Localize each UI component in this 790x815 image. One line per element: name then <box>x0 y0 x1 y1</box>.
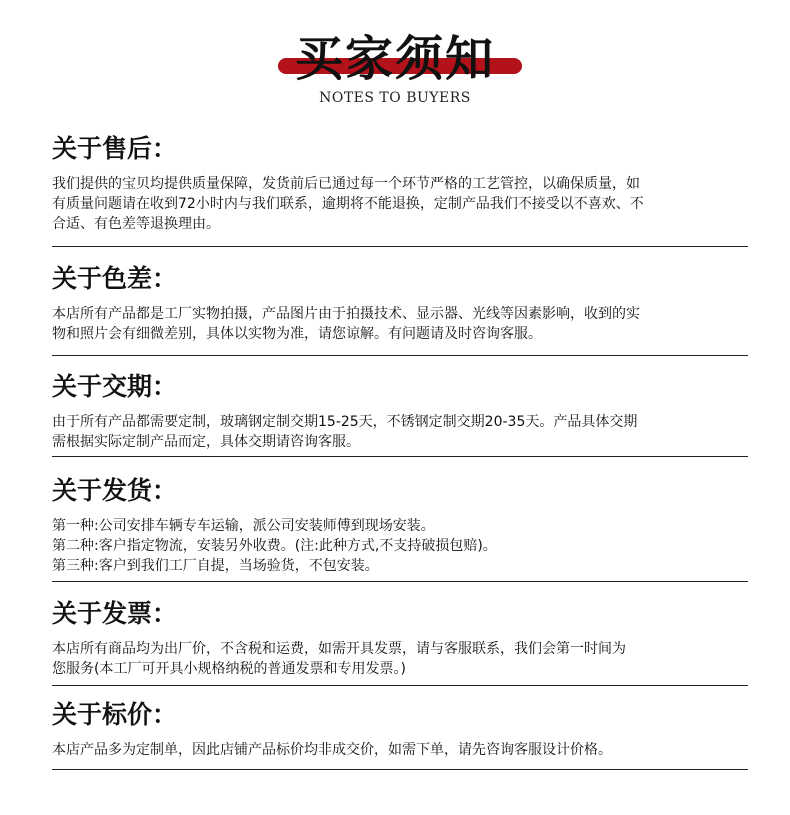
section-body <box>52 639 752 679</box>
body-line: 本店所有商品均为出厂价，不含税和运费，如需开具发票，请与客服联系，我们会第一时间为 <box>52 641 626 657</box>
section-divider <box>52 355 748 356</box>
section-invoice <box>52 597 752 679</box>
page-subtitle: NOTES TO BUYERS <box>319 90 471 106</box>
body-line: 我们提供的宝贝均提供质量保障，发货前后已通过每一个环节严格的工艺管控，以确保质量，如 <box>52 176 640 192</box>
section-body <box>52 740 752 760</box>
page-title: 买家须知 <box>294 31 495 87</box>
section-title: 关于发票： <box>52 599 178 628</box>
body-line: 物和照片会有细微差别，具体以实物为准，请您谅解。有问题请及时咨询客服。 <box>52 326 542 342</box>
section-title: 关于发货： <box>52 476 178 505</box>
body-line: 第二种:客户指定物流，安装另外收费。(注:此种方式,不支持破损包赔)。 <box>52 538 497 554</box>
body-line: 合适、有色差等退换理由。 <box>52 216 220 232</box>
section-body <box>52 412 752 452</box>
section-title: 关于色差： <box>52 264 178 293</box>
section-body <box>52 174 752 234</box>
section-color-difference <box>52 262 752 344</box>
section-title: 关于交期： <box>52 372 178 401</box>
section-divider <box>52 246 748 247</box>
body-line: 需根据实际定制产品而定，具体交期请咨询客服。 <box>52 434 360 450</box>
body-line: 您服务(本工厂可开具小规格纳税的普通发票和专用发票。) <box>52 661 406 677</box>
section-divider <box>52 456 748 457</box>
section-pricing <box>52 698 752 760</box>
section-body <box>52 516 752 576</box>
section-after-sales <box>52 132 752 234</box>
header <box>0 0 790 120</box>
section-body <box>52 304 752 344</box>
section-title: 关于售后： <box>52 134 178 163</box>
section-divider <box>52 581 748 582</box>
section-divider <box>52 685 748 686</box>
body-line: 本店所有产品都是工厂实物拍摄，产品图片由于拍摄技术、显示器、光线等因素影响，收到的实 <box>52 306 640 322</box>
body-line: 有质量问题请在收到72小时内与我们联系，逾期将不能退换，定制产品我们不接受以不喜欢、不 <box>52 196 644 212</box>
body-line: 第三种:客户到我们工厂自提，当场验货，不包安装。 <box>52 558 379 574</box>
section-title: 关于标价： <box>52 700 178 729</box>
section-shipping <box>52 474 752 576</box>
body-line: 第一种:公司安排车辆专车运输，派公司安装师傅到现场安装。 <box>52 518 435 534</box>
body-line: 由于所有产品都需要定制，玻璃钢定制交期15-25天，不锈钢定制交期20-35天。产品具体交期 <box>52 414 638 430</box>
body-line: 本店产品多为定制单，因此店铺产品标价均非成交价，如需下单，请先咨询客服设计价格。 <box>52 742 612 758</box>
section-divider <box>52 769 748 770</box>
section-delivery-time <box>52 370 752 452</box>
